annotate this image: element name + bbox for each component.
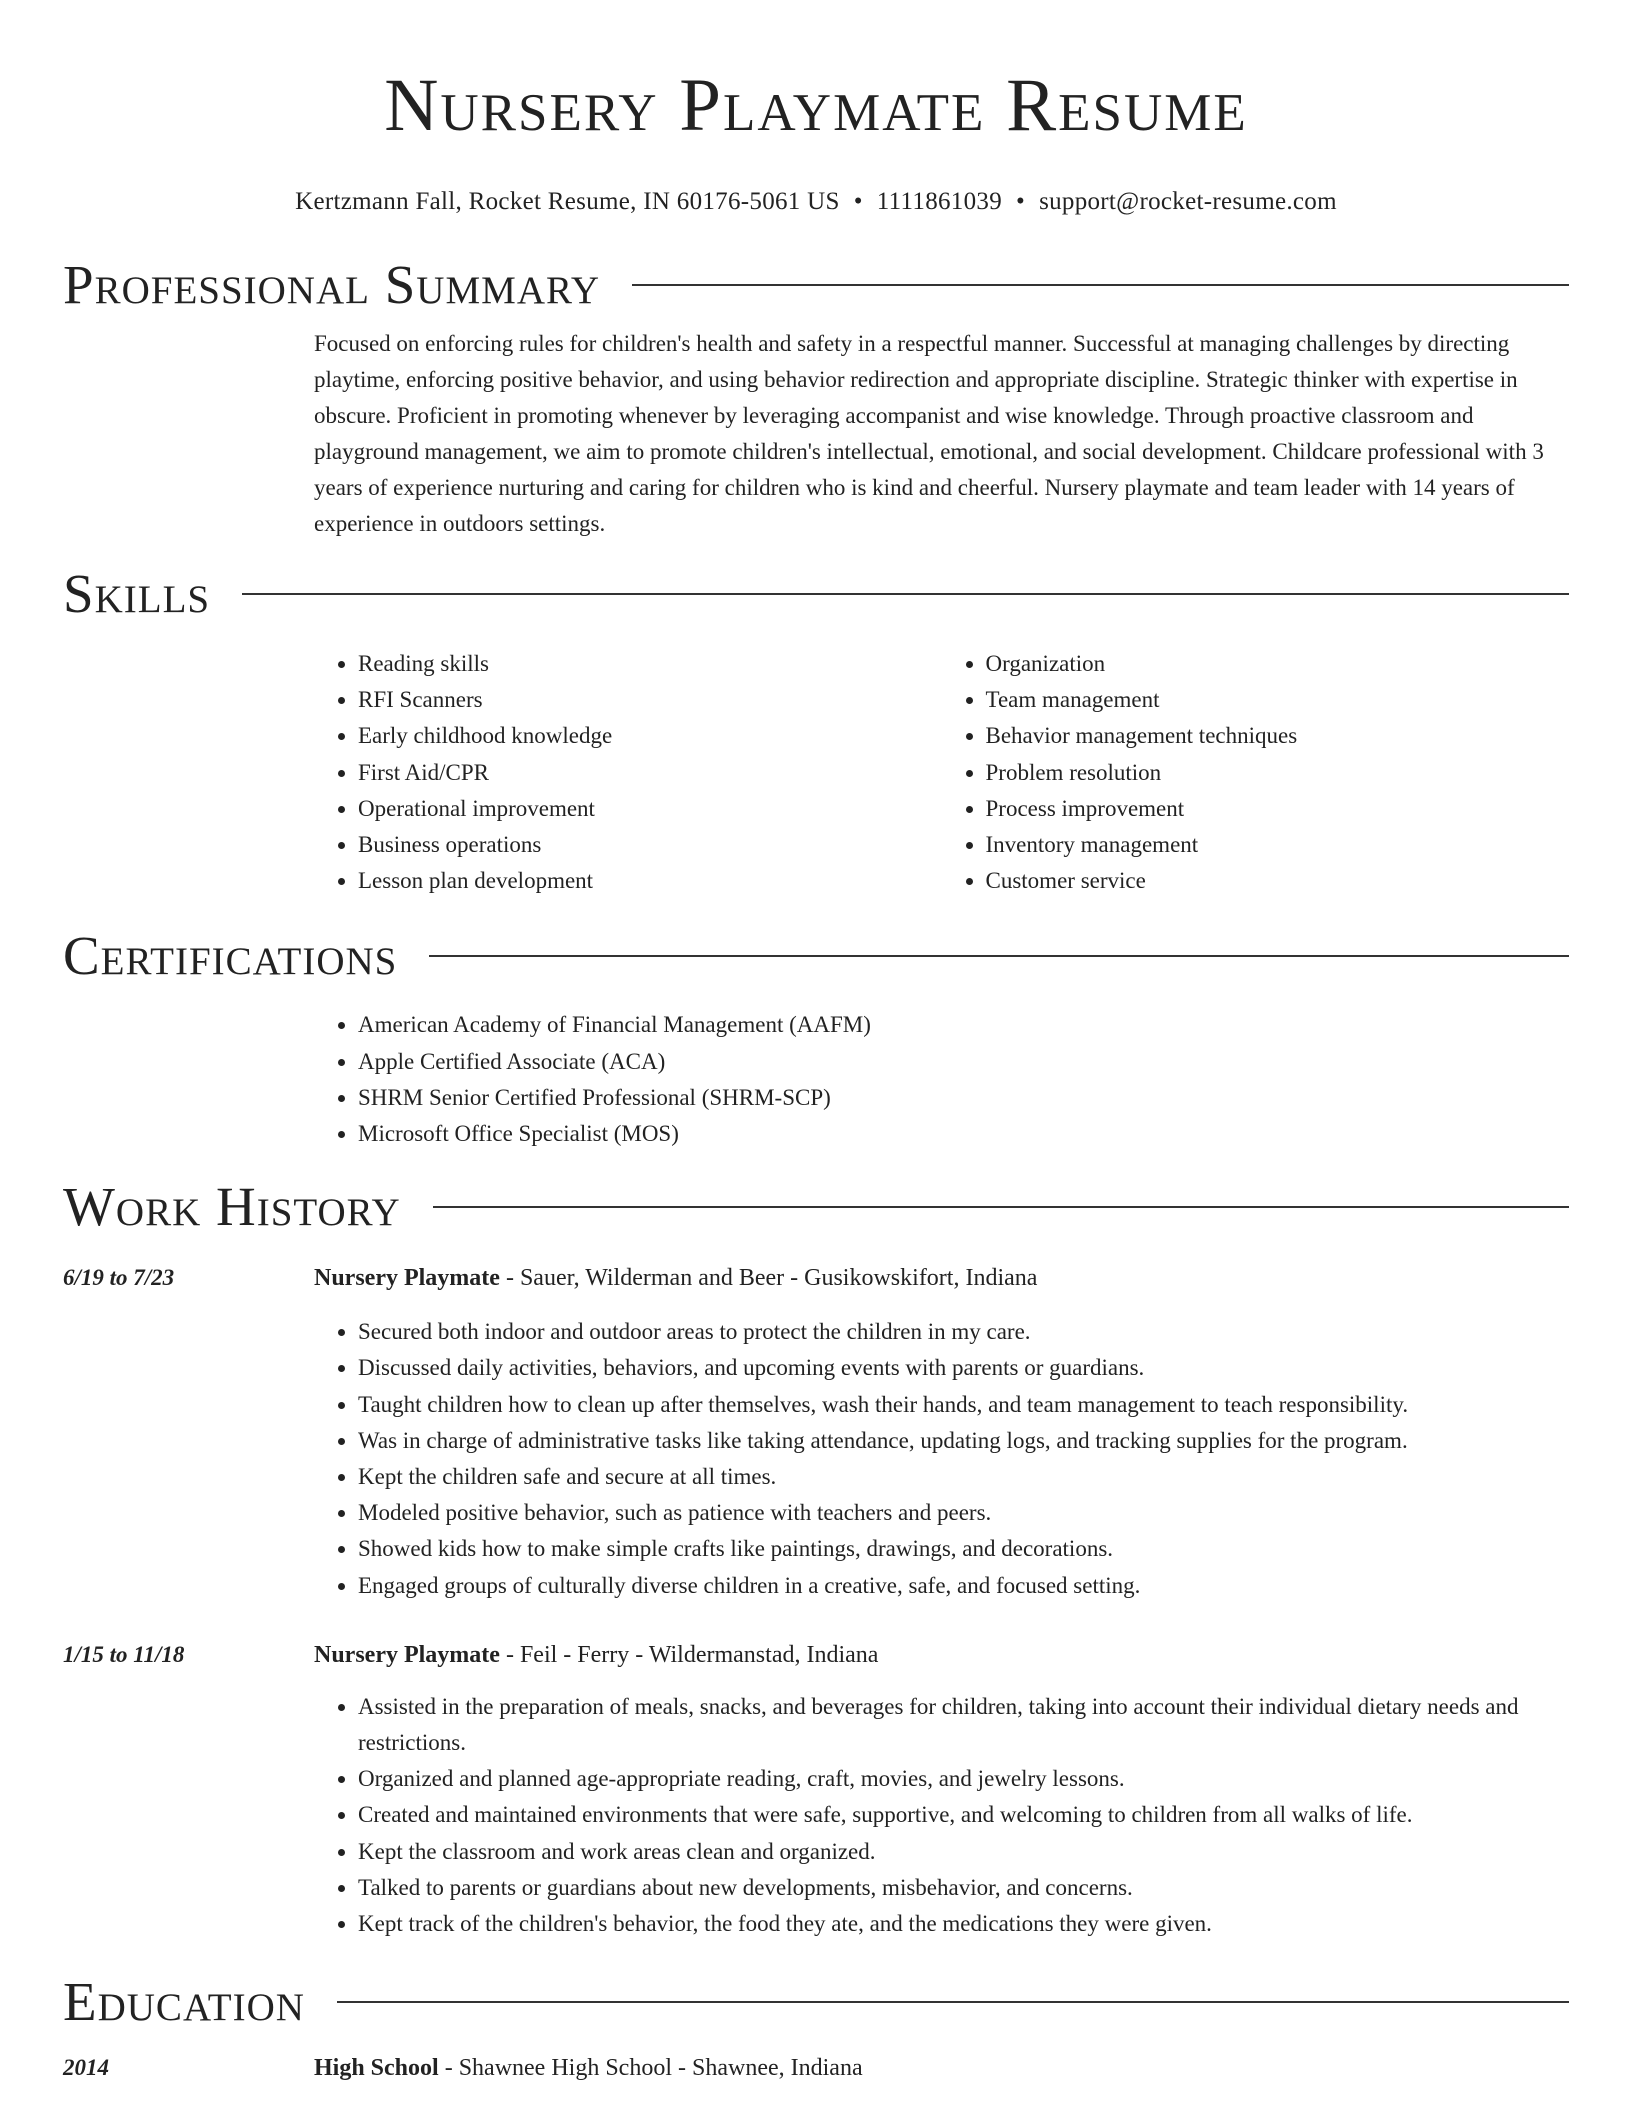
summary-section-header xyxy=(63,253,1569,317)
skill-item: • RFI Scanners xyxy=(358,682,942,718)
education-degree: High School xyxy=(314,2055,439,2082)
contact-separator: • xyxy=(853,188,863,215)
job-employer: - Feil - Ferry - Wildermanstad, Indiana xyxy=(499,1641,879,1668)
job-duties xyxy=(314,1689,1569,1942)
section-divider xyxy=(429,955,1569,957)
job-title: Nursery Playmate xyxy=(314,1265,500,1292)
skills-column-left xyxy=(314,646,942,899)
contact-address: Kertzmann Fall, Rocket Resume, IN 60176-5061 US xyxy=(295,188,840,215)
education-main xyxy=(314,2050,1569,2086)
job-dates: 1/15 to 11/18 xyxy=(63,1641,185,1667)
section-heading-education: Education xyxy=(63,1971,305,2033)
job-main xyxy=(314,1637,1569,1942)
job-duty: • Was in charge of administrative tasks like taking attendance, updating logs, and tracking supplies for the program. xyxy=(358,1423,1569,1459)
section-divider xyxy=(632,284,1569,286)
skill-item: • Team management xyxy=(986,682,1570,718)
job-duty: • Secured both indoor and outdoor areas to protect the children in my care. xyxy=(358,1314,1569,1350)
skill-item: • Reading skills xyxy=(358,646,942,682)
certification-item: • SHRM Senior Certified Professional (SHRM-SCP) xyxy=(358,1080,1569,1116)
job-duty: • Kept track of the children's behavior, the food they ate, and the medications they were given. xyxy=(358,1906,1569,1942)
certification-item: • Microsoft Office Specialist (MOS) xyxy=(358,1116,1569,1152)
job-entry xyxy=(63,1637,1569,1942)
contact-line xyxy=(63,187,1569,217)
contact-phone: 1111861039 xyxy=(876,188,1002,215)
section-heading-summary: Professional Summary xyxy=(63,254,601,315)
skill-item: • Early childhood knowledge xyxy=(358,718,942,754)
section-heading-certifications: Certifications xyxy=(63,925,398,987)
certification-item: • American Academy of Financial Management (AAFM) xyxy=(358,1007,1569,1043)
section-divider xyxy=(337,2001,1569,2003)
skill-item: • First Aid/CPR xyxy=(358,755,942,791)
skill-item: • Customer service xyxy=(986,863,1570,899)
job-duty: • Taught children how to clean up after themselves, wash their hands, and team management to teach responsibility. xyxy=(358,1387,1569,1423)
skill-item: • Inventory management xyxy=(986,827,1570,863)
section-heading-work: Work History xyxy=(63,1176,401,1238)
section-divider xyxy=(242,593,1569,595)
work-section-header xyxy=(63,1175,1569,1239)
certification-item: • Apple Certified Associate (ACA) xyxy=(358,1044,1569,1080)
skill-item: • Process improvement xyxy=(986,791,1570,827)
resume-title: Nursery Playmate Resume xyxy=(384,64,1248,147)
section-divider xyxy=(433,1206,1569,1208)
job-entry xyxy=(63,1260,1569,1604)
skill-item: • Problem resolution xyxy=(986,755,1570,791)
skills-column-right xyxy=(942,646,1570,899)
job-duty: • Talked to parents or guardians about new developments, misbehavior, and concerns. xyxy=(358,1870,1569,1906)
job-duty: • Modeled positive behavior, such as patience with teachers and peers. xyxy=(358,1495,1569,1531)
job-duty: • Kept the classroom and work areas clean and organized. xyxy=(358,1834,1569,1870)
contact-separator: • xyxy=(1016,188,1026,215)
certifications-section-header xyxy=(63,924,1569,988)
skill-item: • Organization xyxy=(986,646,1570,682)
job-duty: • Showed kids how to make simple crafts like paintings, drawings, and decorations. xyxy=(358,1531,1569,1567)
job-duty: • Discussed daily activities, behaviors, and upcoming events with parents or guardians. xyxy=(358,1350,1569,1386)
job-duty: • Assisted in the preparation of meals, snacks, and beverages for children, taking into account their individual dietary needs and restrictions. xyxy=(358,1689,1569,1761)
job-duty: • Kept the children safe and secure at all times. xyxy=(358,1459,1569,1495)
contact-email[interactable]: support@rocket-resume.com xyxy=(1039,188,1337,215)
skills-section-header xyxy=(63,562,1569,626)
education-year: 2014 xyxy=(63,2055,109,2081)
job-main xyxy=(314,1260,1569,1604)
skill-item: • Behavior management techniques xyxy=(986,718,1570,754)
job-duties xyxy=(314,1314,1569,1604)
job-duty: • Engaged groups of culturally diverse children in a creative, safe, and focused setting. xyxy=(358,1568,1569,1604)
skill-item: • Business operations xyxy=(358,827,942,863)
certifications-list xyxy=(314,1007,1569,1152)
job-headline xyxy=(314,1260,1569,1296)
education-headline xyxy=(314,2050,1569,2086)
education-school: - Shawnee High School - Shawnee, Indiana xyxy=(438,2055,863,2082)
skill-item: • Lesson plan development xyxy=(358,863,942,899)
job-headline xyxy=(314,1637,1569,1673)
job-duty: • Organized and planned age-appropriate reading, craft, movies, and jewelry lessons. xyxy=(358,1761,1569,1797)
skills-list xyxy=(314,646,1569,899)
education-entry xyxy=(63,2050,1569,2086)
section-heading-skills: Skills xyxy=(63,563,211,624)
job-dates: 6/19 to 7/23 xyxy=(63,1265,175,1291)
summary-text: Focused on enforcing rules for children's health and safety in a respectful manner. Successful at managing challenges by directing playtime, enforcing positive behavior, and using behavior redirection and appropriate discipline. Strategic thinker with expertise in obscure. Proficient in promoting whenever by leveraging accompanist and wise knowledge. Through proactive classroom and playground management, we aim to promote children's intellectual, emotional, and social development. Childcare professional with 3 years of experience nurturing and caring for children who is kind and cheerful. Nursery playmate and team leader with 14 years of experience in outdoors settings. xyxy=(314,331,1544,536)
skill-item: • Operational improvement xyxy=(358,791,942,827)
job-employer: - Sauer, Wilderman and Beer - Gusikowskifort, Indiana xyxy=(499,1265,1038,1292)
job-duty: • Created and maintained environments that were safe, supportive, and welcoming to children from all walks of life. xyxy=(358,1797,1569,1833)
education-section-header xyxy=(63,1970,1569,2034)
job-title: Nursery Playmate xyxy=(314,1641,500,1668)
